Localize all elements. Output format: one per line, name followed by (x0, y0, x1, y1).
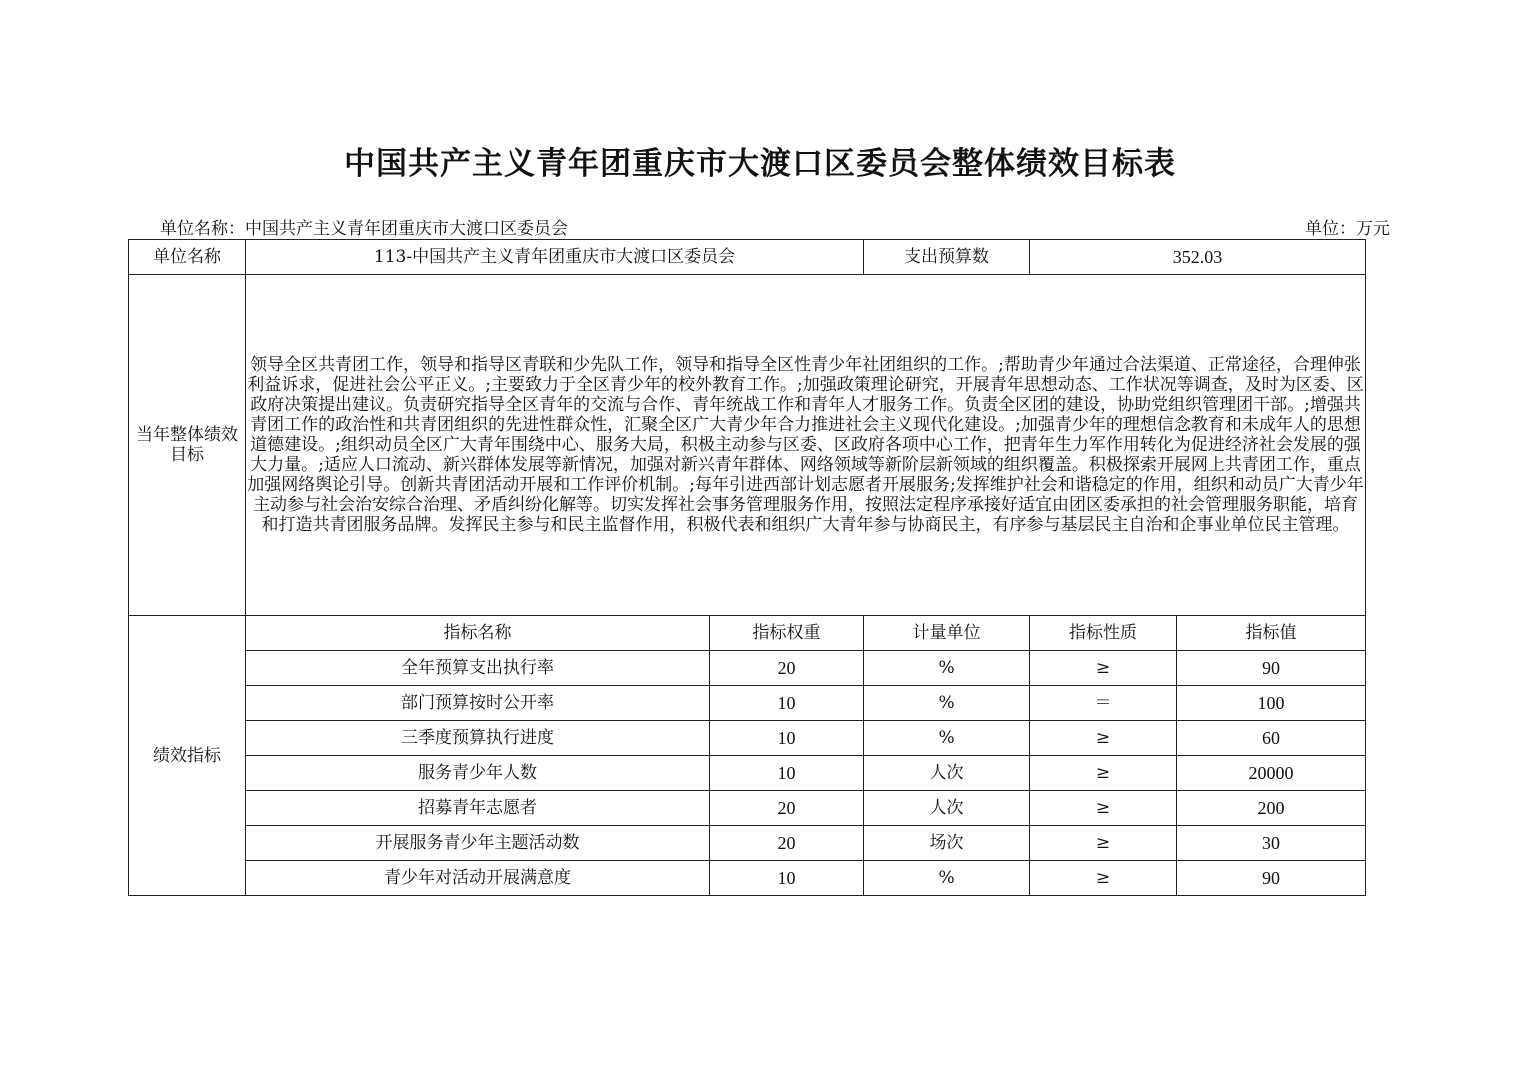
indicator-operator-cell: ≥ (1030, 651, 1177, 686)
header-cell: 指标性质 (1030, 616, 1177, 651)
currency-unit-caption: 单位：万元 (1305, 219, 1390, 239)
indicator-value-cell: 90 (1177, 861, 1366, 896)
indicator-label-cell: 绩效指标 (129, 616, 246, 896)
indicator-weight-cell: 20 (710, 651, 864, 686)
indicator-operator-cell: ＝ (1030, 686, 1177, 721)
indicator-operator-cell: ≥ (1030, 861, 1177, 896)
indicator-unit-cell: % (864, 861, 1030, 896)
indicator-weight-cell: 10 (710, 861, 864, 896)
indicator-operator-cell: ≥ (1030, 756, 1177, 791)
table-row (129, 686, 1366, 721)
table-row (129, 721, 1366, 756)
indicator-operator-cell: ≥ (1030, 721, 1177, 756)
indicator-value-cell: 100 (1177, 686, 1366, 721)
indicator-name-cell: 青少年对活动开展满意度 (246, 861, 710, 896)
indicator-operator-cell: ≥ (1030, 791, 1177, 826)
indicator-weight-cell: 10 (710, 686, 864, 721)
header-cell: 指标名称 (246, 616, 710, 651)
table-row (129, 861, 1366, 896)
page-title: 中国共产主义青年团重庆市大渡口区委员会整体绩效目标表 (344, 146, 1176, 182)
indicator-unit-cell: 人次 (864, 756, 1030, 791)
indicator-header-row (129, 616, 1366, 651)
budget-label-cell: 支出预算数 (864, 240, 1030, 275)
table-row (129, 791, 1366, 826)
header-cell: 指标权重 (710, 616, 864, 651)
indicator-unit-cell: % (864, 721, 1030, 756)
indicator-weight-cell: 10 (710, 721, 864, 756)
indicator-name-cell: 部门预算按时公开率 (246, 686, 710, 721)
table-row (129, 651, 1366, 686)
header-cell: 计量单位 (864, 616, 1030, 651)
indicator-name-cell: 招募青年志愿者 (246, 791, 710, 826)
indicator-weight-cell: 20 (710, 826, 864, 861)
indicator-value-cell: 60 (1177, 721, 1366, 756)
indicator-value-cell: 30 (1177, 826, 1366, 861)
indicator-name-cell: 开展服务青少年主题活动数 (246, 826, 710, 861)
unit-info-row (129, 240, 1366, 275)
indicator-weight-cell: 10 (710, 756, 864, 791)
indicator-unit-cell: % (864, 651, 1030, 686)
performance-target-table (128, 239, 1366, 896)
budget-value-cell: 352.03 (1030, 240, 1366, 275)
goal-label-cell: 当年整体绩效目标 (129, 275, 246, 616)
goal-text-cell: 领导全区共青团工作，领导和指导区青联和少先队工作，领导和指导全区性青少年社团组织的工作。;帮助青少年通过合法渠道、正常途径，合理伸张利益诉求，促进社会公平正义。;主要致力于全区青少年的校外教育工作。;加强政策理论研究，开展青年思想动态、工作状况等调查，及时为区委、区政府决策提出建议。负责研究指导全区青年的交流与合作、青年统战工作和青年人才服务工作。负责全区团的建设，协助党组织管理团干部。;增强共青团工作的政治性和共青团组织的先进性群众性，汇聚全区广大青少年合力推进社会主义现代化建设。;加强青少年的理想信念教育和未成年人的思想道德建设。;组织动员全区广大青年围绕中心、服务大局，积极主动参与区委、区政府各项中心工作，把青年生力军作用转化为促进经济社会发展的强大力量。;适应人口流动、新兴群体发展等新情况，加强对新兴青年群体、网络领域等新阶层新领域的组织覆盖。积极探索开展网上共青团工作，重点加强网络舆论引导。创新共青团活动开展和工作评价机制。;每年引进西部计划志愿者开展服务;发挥维护社会和谐稳定的作用，组织和动员广大青少年主动参与社会治安综合治理、矛盾纠纷化解等。切实发挥社会事务管理服务作用，按照法定程序承接好适宜由团区委承担的社会管理服务职能，培育和打造共青团服务品牌。发挥民主参与和民主监督作用，积极代表和组织广大青年参与协商民主，有序参与基层民主自治和企事业单位民主管理。 (246, 275, 1366, 616)
indicator-value-cell: 200 (1177, 791, 1366, 826)
indicator-weight-cell: 20 (710, 791, 864, 826)
indicator-name-cell: 服务青少年人数 (246, 756, 710, 791)
header-cell: 指标值 (1177, 616, 1366, 651)
table-row (129, 826, 1366, 861)
indicator-unit-cell: % (864, 686, 1030, 721)
indicator-value-cell: 90 (1177, 651, 1366, 686)
indicator-unit-cell: 场次 (864, 826, 1030, 861)
indicator-value-cell: 20000 (1177, 756, 1366, 791)
indicator-name-cell: 全年预算支出执行率 (246, 651, 710, 686)
indicator-name-cell: 三季度预算执行进度 (246, 721, 710, 756)
indicator-operator-cell: ≥ (1030, 826, 1177, 861)
goal-row (129, 275, 1366, 616)
unit-name-caption: 单位名称：中国共产主义青年团重庆市大渡口区委员会 (160, 219, 568, 239)
table-row (129, 756, 1366, 791)
unit-label-cell: 单位名称 (129, 240, 246, 275)
indicator-unit-cell: 人次 (864, 791, 1030, 826)
unit-value-cell: 113-中国共产主义青年团重庆市大渡口区委员会 (246, 240, 864, 275)
